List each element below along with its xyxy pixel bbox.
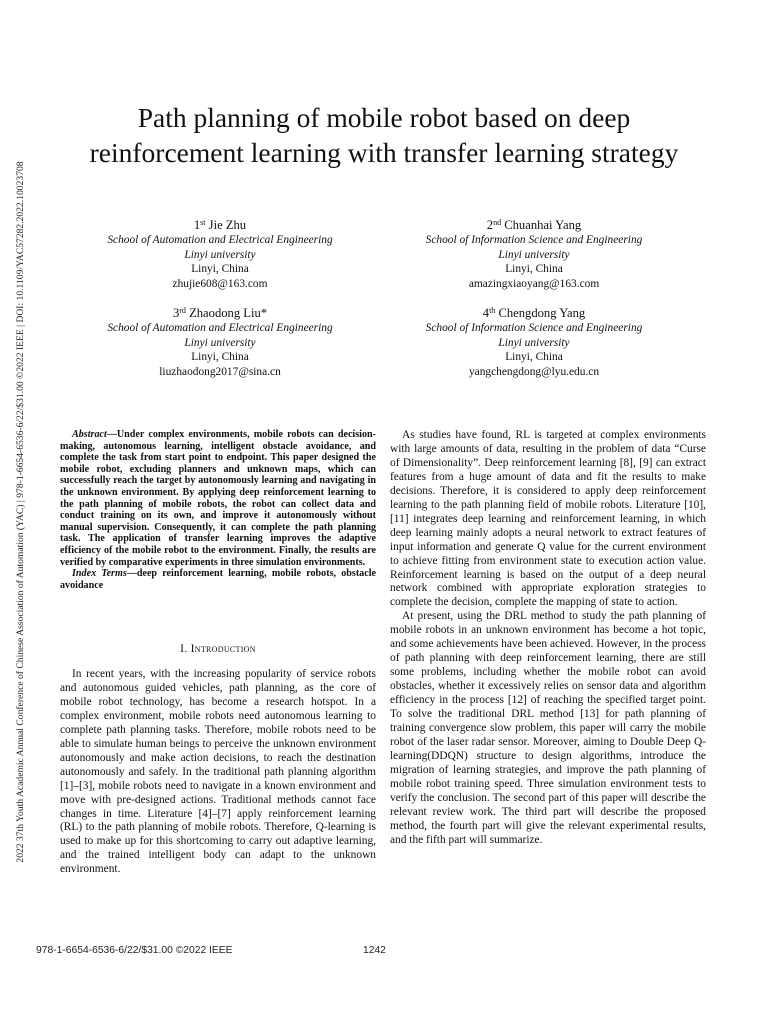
author-block-4 bbox=[374, 305, 694, 380]
page-number: 1242 bbox=[363, 945, 386, 956]
body-paragraph: In recent years, with the increasing popularity of service robots and autonomous guided vehicles, path planning, as the core of mobile robot technology, has become a research hotspot. In a complex environment, mobile robots need autonomous learning to complete path planning tasks. Therefore, mobile robots need to be able to simulate human beings to perceive the unknown environment autonomously and make action decisions, to reach the destination autonomously and safely. In the traditional path planning algorithm [1]–[3], mobile robots need to navigate in a known environment and move with pre-designed actions. Traditional methods cannot face changes in time. Literature [4]–[7] apply reinforcement learning (RL) to the path planning of mobile robots. Therefore, Q-learning is used to make up for this shortcoming to carry out adaptive learning, and the trained intelligent body can adapt to the unknown environment. bbox=[60, 668, 376, 876]
author-email: liuzhaodong2017@sina.cn bbox=[159, 366, 281, 379]
abstract-paragraph bbox=[60, 429, 376, 568]
index-terms-text: —deep reinforcement learning, mobile robots, obstacle avoidance bbox=[60, 568, 376, 591]
author-email: amazingxiaoyang@163.com bbox=[468, 278, 600, 291]
side-banner-text: 2022 37th Youth Academic Annual Conference of Chinese Association of Automation (YAC) | 978-1-6654-6536-6/22/$31.00 ©2022 IEEE | DOI: 10.1109/YAC57282.2022.10023708 bbox=[15, 161, 26, 863]
author-location: Linyi, China bbox=[505, 351, 563, 364]
author-location: Linyi, China bbox=[191, 263, 249, 276]
author-block-2 bbox=[374, 217, 694, 292]
author-department: School of Information Science and Engineering bbox=[425, 234, 643, 246]
author-department: School of Automation and Electrical Engineering bbox=[107, 322, 333, 334]
footer-isbn: 978-1-6654-6536-6/22/$31.00 ©2022 IEEE bbox=[36, 945, 233, 956]
body-paragraph: As studies have found, RL is targeted at complex environments with large amounts of data, resulting in the problem of data “Curse of Dimensionality”. Deep reinforcement learning [8], [9] can extract features from a huge amount of data and fit the results to make decisions. Therefore, it is considered to apply deep reinforcement learning to the path planning field of mobile robots. Literature [10], [11] integrates deep learning and reinforcement learning, in which deep learning mainly adopts a neural network to extract features of input information and generate Q value for the current environment to achieve fitting from environment state to execution action value. Reinforcement learning is based on the output of a deep neural network combined with appropriate exploration strategies to complete the decision, complete the mapping of state to action. bbox=[390, 429, 706, 609]
section-heading-introduction: I. Introduction bbox=[180, 643, 256, 655]
right-column-body bbox=[390, 429, 706, 848]
index-terms-label: Index Terms bbox=[72, 568, 127, 580]
author-email: yangchengdong@lyu.edu.cn bbox=[468, 366, 600, 379]
abstract-section bbox=[60, 429, 376, 591]
author-block-1 bbox=[60, 217, 380, 292]
author-name: 2nd Chuanhai Yang bbox=[486, 218, 582, 232]
author-email: zhujie608@163.com bbox=[172, 278, 268, 291]
author-name: 3rd Zhaodong Liu* bbox=[172, 306, 268, 320]
author-name: 1st Jie Zhu bbox=[193, 218, 247, 232]
author-location: Linyi, China bbox=[191, 351, 249, 364]
abstract-label: Abstract bbox=[72, 429, 107, 440]
author-location: Linyi, China bbox=[505, 263, 563, 276]
author-university: Linyi university bbox=[184, 336, 256, 349]
side-banner bbox=[14, 152, 28, 872]
abstract-text: —Under complex environments, mobile robots can decision-making, autonomous learning, intelligent obstacle avoidance, and complete the task from start point to endpoint. This paper designed the mobile robot, excluding planners and unknown maps, which can successfully reach the target by autonomously learning and navigating in the unknown environment. By applying deep reinforcement learning to the path planning of mobile robots, the robot can collect data and conduct training on its own, and improve it autonomously without manual supervision. Consequently, it can complete the path planning task. The application of transfer learning improves the adaptive efficiency of the mobile robot to the environment. Finally, the results are verified by comparative experiments in three simulation environments. bbox=[60, 429, 376, 568]
body-paragraph: At present, using the DRL method to study the path planning of mobile robots in an unknown environment has become a hot topic, and some achievements have been achieved. However, in the process of path planning with deep reinforcement learning, there are still some problems, including whether the mobile robot can avoid obstacles, whether it excessively relies on sensor data and algorithm efficiency in the process [12] of reaching the specified target point. To solve the traditional DRL method [13] for path planning of training convergence slow problem, this paper will carry the mobile robot of the laser radar sensor. Moreover, aiming to Double Deep Q-learning(DDQN) structure to design algorithms, introduce the migration of learning strategies, and improve the path planning of mobile robot training speed. Three simulation environment tests to verify the conclusion. The second part of this paper will describe the relevant review work. The third part will describe the proposed method, the fourth part will give the relevant experimental results, and the fifth part will summarize. bbox=[390, 610, 706, 846]
author-block-3 bbox=[60, 305, 380, 380]
left-column-body bbox=[60, 668, 376, 877]
author-university: Linyi university bbox=[498, 248, 570, 261]
author-department: School of Automation and Electrical Engineering bbox=[107, 234, 333, 246]
author-university: Linyi university bbox=[498, 336, 570, 349]
index-terms-paragraph bbox=[60, 568, 376, 591]
author-department: School of Information Science and Engineering bbox=[425, 322, 643, 334]
author-university: Linyi university bbox=[184, 248, 256, 261]
author-name: 4th Chengdong Yang bbox=[482, 306, 586, 320]
paper-title: Path planning of mobile robot based on deep reinforcement learning with transfer learning strategy bbox=[89, 102, 679, 168]
